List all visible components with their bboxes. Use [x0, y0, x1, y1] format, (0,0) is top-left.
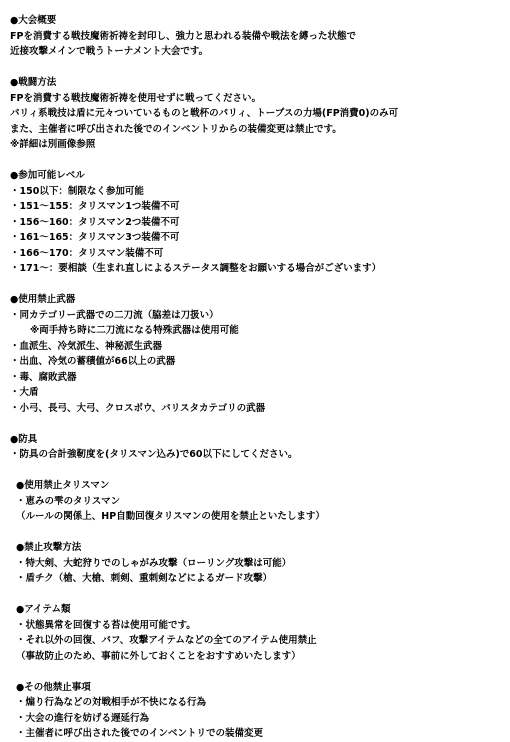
spacer	[10, 525, 510, 541]
section-overview	[10, 13, 510, 60]
section-banned-talismans	[10, 478, 510, 525]
note-line: （ルールの関係上、HP自動回復タリスマンの使用を禁止といたします）	[16, 511, 325, 522]
section-heading: ●禁止攻撃方法	[16, 542, 82, 553]
list-item: ・171～：要相談（生まれ直しによるステータス調整をお願いする場合がございます）	[10, 263, 382, 274]
spacer	[10, 463, 510, 479]
spacer	[10, 60, 510, 76]
section-battle	[10, 75, 510, 153]
spacer	[10, 416, 510, 432]
section-heading: ●使用禁止武器	[10, 294, 76, 305]
list-item: ・150以下：制限なく参加可能	[10, 185, 144, 197]
spacer	[10, 587, 510, 603]
text-line: FPを消費する戦技魔術祈祷を封印し、強力と思われる装備や戦法を縛った状態で	[10, 30, 356, 42]
section-heading: ●大会概要	[10, 15, 57, 26]
section-heading: ●防具	[10, 433, 38, 445]
text-line: FPを消費する戦技魔術祈祷を使用せずに戦ってください。	[10, 92, 261, 104]
spacer	[10, 664, 510, 680]
list-item: ・151～155：タリスマン1つ装備不可	[10, 201, 180, 212]
section-heading: ●アイテム類	[16, 604, 71, 615]
list-item: ・大会の進行を妨げる遅延行為	[16, 712, 150, 724]
text-line: 近接攻撃メインで戦うトーナメント大会です。	[10, 46, 209, 57]
list-item: ・大盾	[10, 387, 39, 398]
section-other	[10, 680, 510, 742]
text-line: パリィ系戦技は盾に元々ついているものと戦杯のパリィ、トープスの力場(FP消費0)のみ可	[10, 108, 399, 119]
text-line: また、主催者に呼び出された後でのインベントリからの装備変更は禁止です。	[10, 123, 342, 135]
list-item: ・156～160：タリスマン2つ装備不可	[10, 216, 180, 228]
list-item: ・それ以外の回復、バフ、攻撃アイテムなどの全てのアイテム使用禁止	[16, 635, 317, 646]
section-banned-attacks	[10, 540, 510, 587]
list-item: ・161～165：タリスマン3つ装備不可	[10, 232, 180, 243]
list-item: ・盾チク（槍、大槍、刺剣、重刺剣などによるガード攻撃）	[16, 573, 273, 584]
spacer	[10, 153, 510, 169]
section-heading: ●参加可能レベル	[10, 170, 85, 181]
note-line: ※両手持ち時に二刀流になる特殊武器は使用可能	[30, 325, 239, 336]
section-banned-weapons	[10, 292, 510, 416]
list-item: ・血派生、冷気派生、神秘派生武器	[10, 340, 163, 352]
section-heading: ●使用禁止タリスマン	[16, 480, 110, 491]
section-heading: ●その他禁止事項	[16, 681, 91, 693]
list-item: ・小弓、長弓、大弓、クロスボウ、バリスタカテゴリの武器	[10, 402, 266, 414]
list-item: ・煽り行為などの対戦相手が不快になる行為	[16, 697, 207, 708]
list-item: ・166～170：タリスマン装備不可	[10, 247, 164, 259]
spacer	[10, 277, 510, 293]
section-armor	[10, 432, 510, 463]
note-line: （事故防止のため、事前に外しておくことをおすすめいたします）	[16, 650, 301, 662]
list-item: ・状態異常を回復する苔は使用可能です。	[16, 619, 196, 631]
section-heading: ●戦闘方法	[10, 77, 57, 88]
list-item: ・主催者に呼び出された後でのインベントリでの装備変更	[16, 728, 264, 739]
text-line: ※詳細は別画像参照	[10, 139, 96, 150]
list-item: ・恵みの雫のタリスマン	[16, 495, 121, 507]
list-item: ・同カテゴリー武器での二刀流（脇差は刀扱い）	[10, 309, 219, 321]
list-item: ・毒、腐敗武器	[10, 371, 77, 383]
list-item: ・出血、冷気の蓄積値が66以上の武器	[10, 356, 176, 367]
section-items	[10, 602, 510, 664]
section-levels	[10, 168, 510, 277]
list-item: ・特大剣、大蛇狩りでのしゃがみ攻撃（ローリング攻撃は可能）	[16, 557, 292, 569]
list-item: ・防具の合計強靭度を(タリスマン込み)で60以下にしてください。	[10, 449, 298, 460]
